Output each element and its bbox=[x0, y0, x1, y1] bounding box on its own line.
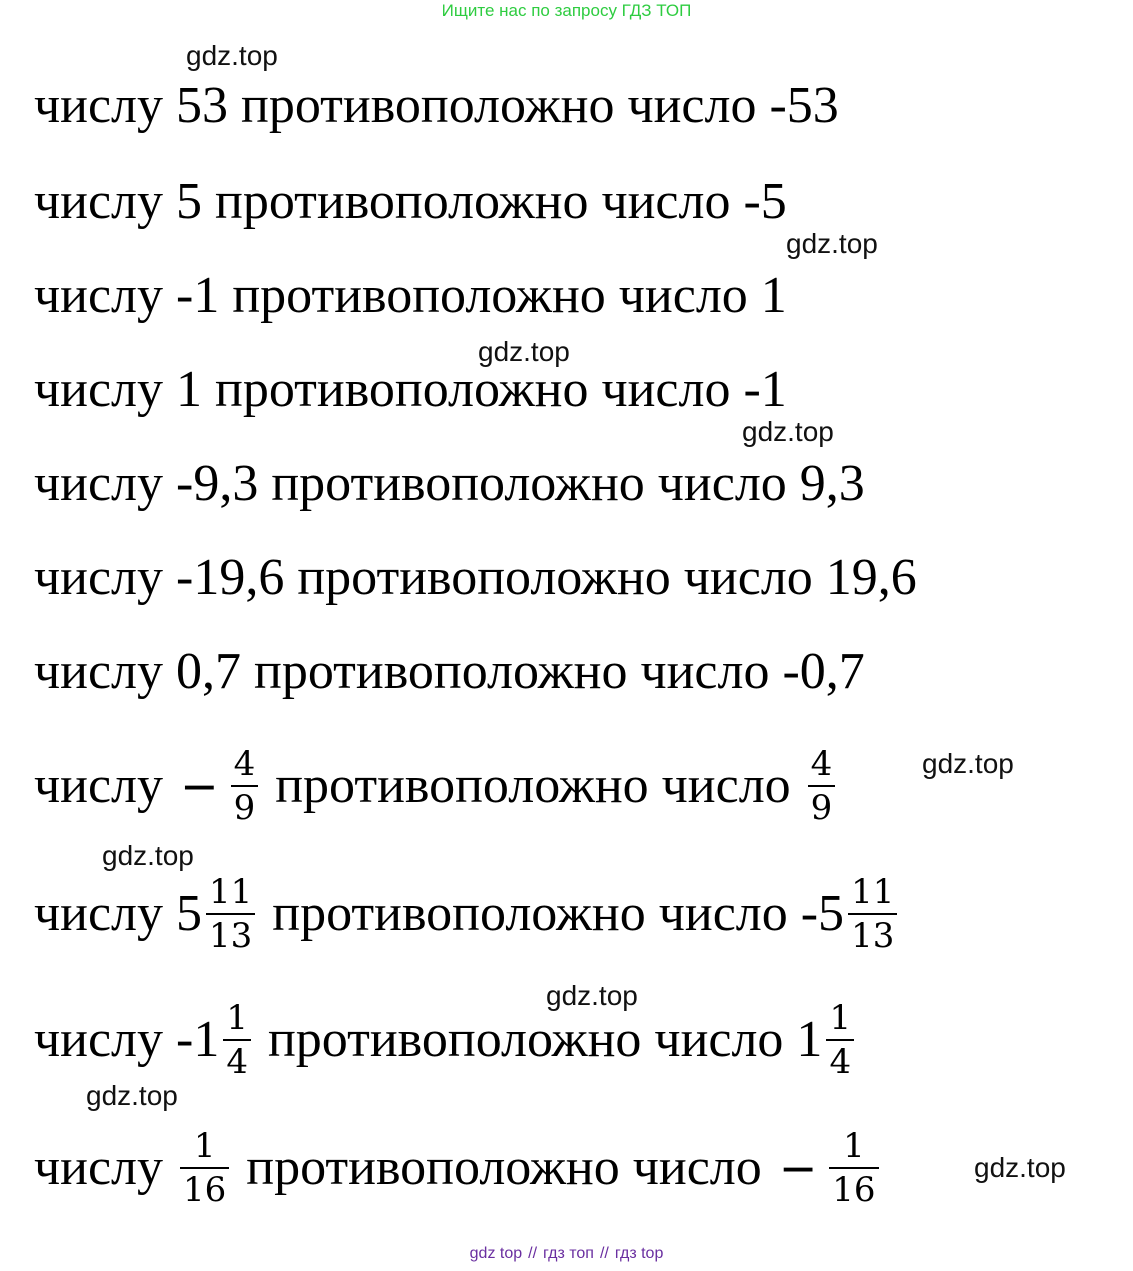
fraction-bar bbox=[231, 785, 259, 787]
answer-line-2 bbox=[34, 172, 787, 232]
fraction-numerator: 1 bbox=[226, 998, 248, 1038]
answer-text: числу 1 противоположно число -1 bbox=[34, 361, 787, 418]
answer-text: числу 5 bbox=[34, 885, 203, 942]
minus-sign: − bbox=[180, 759, 219, 813]
answer-line-8 bbox=[34, 746, 839, 826]
answer-line-4 bbox=[34, 360, 787, 420]
fraction-numerator: 4 bbox=[233, 744, 256, 784]
footer-link[interactable]: гдз top bbox=[614, 1245, 664, 1262]
answer-text: противоположно число 1 bbox=[254, 1011, 823, 1068]
fraction-denominator: 9 bbox=[233, 788, 256, 828]
fraction-denominator: 13 bbox=[209, 916, 253, 956]
fraction-denominator: 4 bbox=[226, 1042, 248, 1082]
footer-links bbox=[0, 1245, 1133, 1263]
fraction-numerator: 11 bbox=[851, 872, 895, 912]
answer-text: числу 53 противоположно число -53 bbox=[34, 77, 839, 134]
fraction-bar bbox=[223, 1039, 251, 1041]
fraction-numerator: 1 bbox=[829, 998, 852, 1038]
answer-line-3 bbox=[34, 266, 787, 326]
answer-text: числу bbox=[34, 1139, 177, 1196]
fraction-bar bbox=[180, 1167, 229, 1169]
answer-line-6 bbox=[34, 548, 917, 608]
answer-line-10 bbox=[34, 1000, 858, 1080]
fraction-denominator: 4 bbox=[829, 1042, 852, 1082]
answer-line-7 bbox=[34, 642, 865, 702]
fraction-numerator: 4 bbox=[810, 744, 833, 784]
watermark: gdz.top bbox=[786, 228, 878, 259]
fraction-bar bbox=[808, 785, 836, 787]
fraction bbox=[223, 1000, 251, 1080]
fraction-bar bbox=[826, 1039, 854, 1041]
answer-text: числу 0,7 противоположно число -0,7 bbox=[34, 643, 865, 700]
answer-text: числу -9,3 противоположно число 9,3 bbox=[34, 455, 865, 512]
answer-line-9 bbox=[34, 874, 901, 954]
answer-text: числу bbox=[34, 757, 177, 814]
fraction bbox=[180, 1128, 229, 1208]
fraction bbox=[826, 1000, 854, 1080]
watermark: gdz.top bbox=[478, 336, 570, 367]
fraction bbox=[808, 746, 836, 826]
watermark: gdz.top bbox=[546, 980, 638, 1011]
answer-text: противоположно число bbox=[262, 757, 804, 814]
answer-text: числу -19,6 противоположно число 19,6 bbox=[34, 549, 917, 606]
watermark: gdz.top bbox=[974, 1152, 1066, 1183]
fraction-bar bbox=[829, 1167, 878, 1169]
answer-text: числу -1 bbox=[34, 1011, 220, 1068]
watermark: gdz.top bbox=[922, 748, 1014, 779]
answer-text: числу 5 противоположно число -5 bbox=[34, 173, 787, 230]
fraction bbox=[231, 746, 259, 826]
minus-sign: − bbox=[778, 1141, 818, 1195]
footer-separator: // bbox=[599, 1245, 609, 1262]
answer-line-5 bbox=[34, 454, 865, 514]
answer-text: противоположно число bbox=[233, 1139, 775, 1196]
fraction-numerator: 1 bbox=[843, 1126, 865, 1166]
answer-line-1 bbox=[34, 76, 839, 136]
watermark: gdz.top bbox=[742, 416, 834, 447]
header-banner: Ищите нас по запросу ГДЗ ТОП bbox=[441, 1, 692, 20]
fraction-bar bbox=[848, 913, 897, 915]
footer-separator: // bbox=[528, 1245, 538, 1262]
fraction-bar bbox=[206, 913, 255, 915]
fraction-denominator: 16 bbox=[832, 1170, 876, 1210]
watermark: gdz.top bbox=[102, 840, 194, 871]
fraction bbox=[848, 874, 897, 954]
fraction bbox=[206, 874, 255, 954]
fraction bbox=[829, 1128, 878, 1208]
fraction-denominator: 16 bbox=[183, 1170, 227, 1210]
fraction-numerator: 11 bbox=[209, 872, 253, 912]
footer-link[interactable]: gdz top bbox=[469, 1245, 523, 1262]
watermark: gdz.top bbox=[186, 40, 278, 71]
fraction-denominator: 13 bbox=[851, 916, 895, 956]
watermark: gdz.top bbox=[86, 1080, 178, 1111]
fraction-denominator: 9 bbox=[810, 788, 833, 828]
answer-text: числу -1 противоположно число 1 bbox=[34, 267, 787, 324]
answer-text: противоположно число -5 bbox=[259, 885, 845, 942]
answer-line-11 bbox=[34, 1128, 883, 1208]
fraction-numerator: 1 bbox=[193, 1126, 216, 1166]
footer-link[interactable]: гдз топ bbox=[543, 1245, 594, 1262]
